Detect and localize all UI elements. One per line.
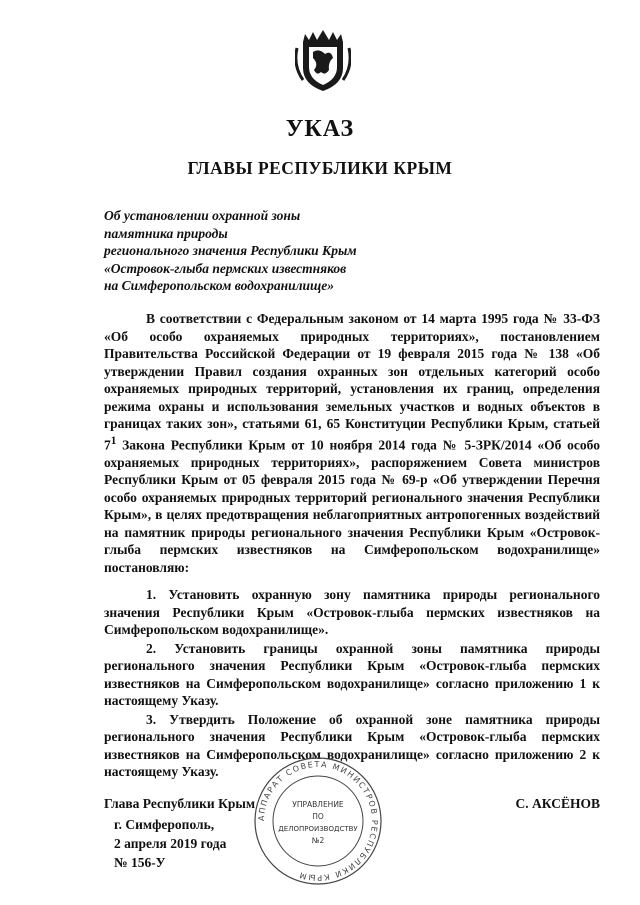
city: г. Симферополь, <box>114 817 215 832</box>
subject-line: регионального значения Республики Крым <box>104 243 357 258</box>
stamp-icon <box>252 755 384 887</box>
preamble-paragraph <box>104 310 600 576</box>
document-date: 2 апреля 2019 года <box>114 836 227 851</box>
subject-line: «Островок-глыба пермских известняков <box>104 260 347 276</box>
signatory-position: Глава Республики Крым <box>104 796 256 811</box>
subject-line: на Симферопольском водохранилище» <box>104 278 335 293</box>
decree-word: постановляю: <box>104 559 190 575</box>
decree-items <box>104 586 600 781</box>
document-subject <box>104 207 357 295</box>
subject-line: Об установлении охранной зоны <box>104 208 301 223</box>
preamble <box>104 310 600 576</box>
stamp-line: УПРАВЛЕНИЕ <box>292 800 344 809</box>
document-title: УКАЗ <box>285 116 355 142</box>
subject-line: памятника природы <box>104 225 228 241</box>
decree-item: 2. Установить границы охранной зоны памятника природы регионального значения Республики Крым «Островок-глыба пермских известняков на Симферопольском водохранилище» согласно приложению 1 к настоящему Указу. <box>104 640 600 708</box>
preamble-text: В соответствии с Федеральным законом от 14 марта 1995 года № 33-ФЗ «Об особо охраняемых природных территориях», постановлением Правительства Российской Федерации от 19 февраля 2015 года № 138 «Об утверждении Правил создания охранных зон отдельных категорий особо охраняемых природных территорий, установления их границ, определения режима охраны и использования земельных участков и водных объектов в границах таких зон», статьями 61, 65 Конституции Республики Крым, статьей 7 <box>104 311 600 452</box>
preamble-superscript: 1 <box>110 434 117 447</box>
stamp-ring-text: АППАРАТ СОВЕТА МИНИСТРОВ РЕСПУБЛИКИ КРЫМ <box>256 759 380 883</box>
document-number: № 156-У <box>114 855 166 870</box>
coat-of-arms-icon <box>295 28 351 94</box>
decree-item: 3. Утвердить Положение об охранной зоне памятника природы регионального значения Республики Крым «Островок-глыба пермских известняков на Симферопольском водохранилище» согласно приложению 2 к настоящему Указу. <box>104 711 600 779</box>
document-subtitle: ГЛАВЫ РЕСПУБЛИКИ КРЫМ <box>187 158 453 178</box>
decree-item: 1. Установить охранную зону памятника природы регионального значения Республики Крым «Островок-глыба пермских известняков на Симферопольском водохранилище». <box>104 587 600 637</box>
stamp-line: ДЕЛОПРОИЗВОДСТВУ <box>278 825 358 833</box>
stamp-line: №2 <box>311 836 325 845</box>
signatory-name: С. АКСЁНОВ <box>515 796 600 811</box>
stamp-line: ПО <box>312 812 324 821</box>
preamble-text-continued: Закона Республики Крым от 10 ноября 2014 года № 5-ЗРК/2014 «Об особо охраняемых природных территориях», распоряжением Совета министров Республики Крым от 05 февраля 2015 года № 69-р «Об утверждении Перечня особо охраняемых природных территорий регионального значения Республики Крым», в целях предотвращения неблагоприятных антропогенных воздействий на памятник природы регионального значения Республики Крым «Островок-глыба пермских известняков на Симферопольском водохранилище» <box>104 437 600 557</box>
place-and-date <box>114 815 226 872</box>
